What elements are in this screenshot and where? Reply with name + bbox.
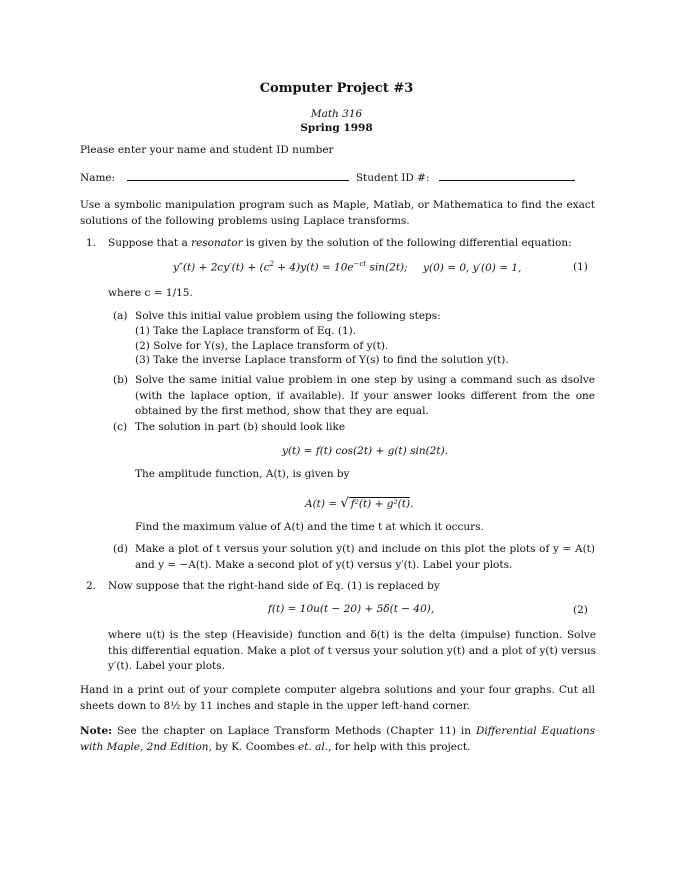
eq1-lhs: y″(t) + 2cy′(t) + (c <box>173 261 270 274</box>
eq1-rhs: sin(2t); <box>366 261 408 274</box>
note-label: Note: <box>80 725 113 737</box>
problem-2-number: 2. <box>86 580 97 592</box>
term: Spring 1998 <box>300 122 373 134</box>
equation-1-number: (1) <box>573 261 588 273</box>
step-3: (3) Take the inverse Laplace transform of Y(s) to find the solution y(t). <box>135 354 509 366</box>
name-field[interactable] <box>127 169 349 181</box>
part-c <box>113 420 595 436</box>
eq1-exponent: −ct <box>353 260 367 268</box>
book-title: Differential Equations with Maple, 2nd Edition <box>80 725 595 753</box>
problem-1-number: 1. <box>86 237 97 249</box>
amplitude-root: f²(t) + g²(t) <box>350 498 411 510</box>
problem-2-statement <box>86 579 440 594</box>
et-al: et. al. <box>298 740 329 753</box>
constant-definition: where c = 1/15. <box>108 287 193 299</box>
problem-2-details: where u(t) is the step (Heaviside) function and δ(t) is the delta (impulse) function. Solve this differential equation. Make a plot of t versus your solution y(t) and a plot of y(t) versus y′(t). Label your plots. <box>108 629 596 672</box>
problem-1-statement <box>86 236 598 252</box>
equation-2: f(t) = 10u(t − 20) + 5δ(t − 40), <box>268 603 435 615</box>
part-c-label: (c) <box>113 421 128 433</box>
note-author: , by K. Coombes <box>208 740 299 753</box>
name-row <box>80 169 575 186</box>
student-id-field[interactable] <box>439 169 575 181</box>
part-a <box>113 309 595 325</box>
student-id-label: Student ID #: <box>355 172 430 184</box>
part-d-label: (d) <box>113 543 128 555</box>
step-2: (2) Solve for Y(s), the Laplace transform of y(t). <box>135 339 389 352</box>
problem-1-text-end: is given by the solution of the following differential equation: <box>242 237 572 249</box>
amplitude-lhs: A(t) = <box>305 498 341 510</box>
part-b-text: Solve the same initial value problem in one step by using a command such as dsolve (with the laplace option, if available). If your answer looks different from the one obtained by the first method, show that they are equal. <box>135 374 595 417</box>
intro-paragraph: Use a symbolic manipulation program such as Maple, Matlab, or Mathematica to find the exact solutions of the following problems using Laplace transforms. <box>80 199 595 227</box>
part-b-label: (b) <box>113 374 128 386</box>
part-a-text: Solve this initial value problem using the following steps: <box>135 310 441 322</box>
note-end: , for help with this project. <box>328 740 471 753</box>
equation-1: $y''(t) + 2cy'(t) + (c^2 + 4)y(t) = 10e^{-ct}$ sin(2t); y(0) = 0, y′(0) = 1, <box>173 260 522 274</box>
part-b <box>113 373 595 420</box>
note-text: See the chapter on Laplace Transform Methods (Chapter 11) in <box>112 725 476 737</box>
part-a-steps <box>135 324 509 368</box>
amplitude-intro: The amplitude function, A(t), is given by <box>135 468 350 480</box>
amplitude-equation: A(t) = √ f²(t) + g²(t). <box>305 496 414 511</box>
solution-form-equation: y(t) = f(t) cos(2t) + g(t) sin(2t). <box>282 445 449 457</box>
problem-2-text: Now suppose that the right-hand side of Eq. (1) is replaced by <box>108 580 440 592</box>
hand-in-instructions: Hand in a print out of your complete computer algebra solutions and your four graphs. Cut all sheets down to 8½ by 11 inches and staple in the upper left-hand corner. <box>80 684 595 712</box>
resonator-term: resonator <box>191 237 243 249</box>
course-name: Math 316 <box>310 108 363 120</box>
max-amplitude-task: Find the maximum value of A(t) and the time t at which it occurs. <box>135 521 484 533</box>
part-d <box>113 542 595 573</box>
part-d-text: Make a plot of t versus your solution y(t) and include on this plot the plots of y = A(t) and y = −A(t). Make a second plot of y(t) versus y′(t). Label your plots. <box>135 543 595 571</box>
amplitude-end: . <box>410 498 414 510</box>
part-c-text: The solution in part (b) should look like <box>135 421 346 433</box>
step-1: (1) Take the Laplace transform of Eq. (1). <box>135 325 357 337</box>
initial-conditions: y(0) = 0, y′(0) = 1, <box>423 261 522 274</box>
problem-1-text: Suppose that a <box>108 237 192 249</box>
note-paragraph <box>80 724 595 755</box>
equation-2-number: (2) <box>573 604 588 616</box>
form-prompt: Please enter your name and student ID number <box>80 144 334 156</box>
name-label: Name: <box>80 172 116 184</box>
part-a-label: (a) <box>113 310 128 322</box>
document-title: Computer Project #3 <box>259 81 414 96</box>
eq1-lhs2: + 4)y(t) = 10e <box>273 261 354 274</box>
